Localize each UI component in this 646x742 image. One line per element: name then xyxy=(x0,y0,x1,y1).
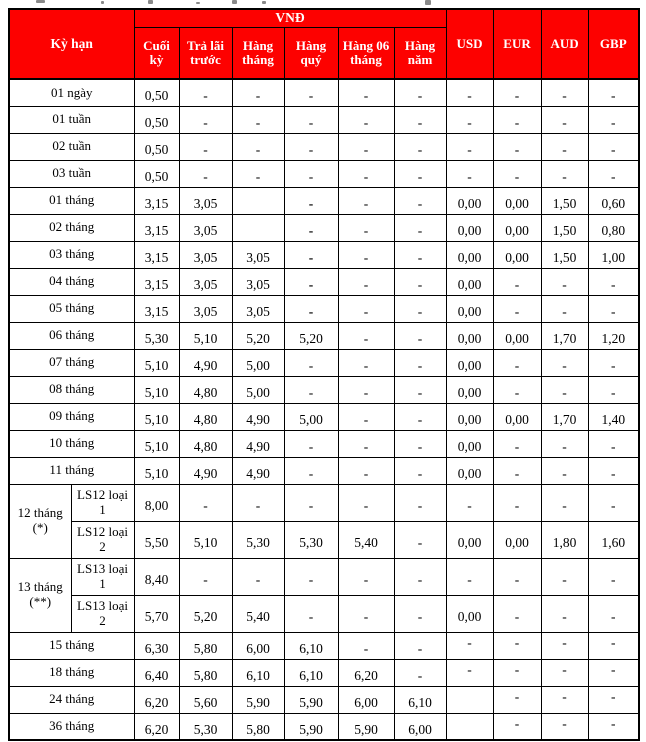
rate-cell: - xyxy=(232,79,284,106)
rate-cell: 0,80 xyxy=(588,214,639,241)
rate-cell: - xyxy=(394,133,446,160)
rate-cell: - xyxy=(446,659,493,686)
rate-cell: 5,20 xyxy=(179,595,232,632)
rate-cell: - xyxy=(541,268,588,295)
rate-cell: - xyxy=(394,322,446,349)
rate-cell: 3,05 xyxy=(232,295,284,322)
rate-cell: - xyxy=(493,376,541,403)
rate-cell: - xyxy=(394,106,446,133)
rate-cell: 5,10 xyxy=(134,430,179,457)
term-cell: 11 tháng xyxy=(9,457,134,484)
rate-cell: - xyxy=(446,133,493,160)
term-cell: 01 ngày xyxy=(9,79,134,106)
term-cell: 10 tháng xyxy=(9,430,134,457)
rate-cell: 5,10 xyxy=(134,349,179,376)
rate-cell: 3,15 xyxy=(134,268,179,295)
rate-cell: - xyxy=(179,558,232,595)
rate-cell: - xyxy=(541,376,588,403)
rate-cell: 0,00 xyxy=(446,187,493,214)
rate-table-body xyxy=(9,79,639,740)
rate-cell: - xyxy=(493,295,541,322)
rate-cell: - xyxy=(541,659,588,686)
rate-cell: 0,50 xyxy=(134,79,179,106)
rate-cell: - xyxy=(338,106,394,133)
rate-cell: 5,40 xyxy=(232,595,284,632)
rate-cell: - xyxy=(588,632,639,659)
rate-cell: - xyxy=(284,160,338,187)
rate-cell: - xyxy=(394,632,446,659)
rate-cell: - xyxy=(284,430,338,457)
rate-cell: 0,00 xyxy=(446,403,493,430)
table-row xyxy=(9,686,639,713)
rate-cell: - xyxy=(493,457,541,484)
rate-cell: - xyxy=(338,241,394,268)
rate-cell: 6,00 xyxy=(394,713,446,740)
rate-cell: - xyxy=(541,558,588,595)
rate-cell: 3,15 xyxy=(134,295,179,322)
table-row xyxy=(9,484,639,521)
rate-cell: - xyxy=(588,349,639,376)
term-cell: 12 tháng (*) xyxy=(9,484,71,558)
rate-cell: - xyxy=(179,160,232,187)
rate-cell: - xyxy=(179,79,232,106)
header-hang-quy: Hàng quý xyxy=(284,27,338,79)
rate-cell: - xyxy=(493,160,541,187)
rate-cell: - xyxy=(541,595,588,632)
rate-cell: - xyxy=(232,558,284,595)
rate-cell: 5,00 xyxy=(232,349,284,376)
table-row xyxy=(9,430,639,457)
term-cell: 03 tuần xyxy=(9,160,134,187)
rate-cell: - xyxy=(338,79,394,106)
table-row xyxy=(9,79,639,106)
rate-cell: - xyxy=(338,457,394,484)
rate-cell: - xyxy=(394,521,446,558)
rate-cell: - xyxy=(541,484,588,521)
rate-cell: - xyxy=(541,160,588,187)
table-row xyxy=(9,521,639,558)
rate-cell: - xyxy=(394,430,446,457)
term-cell: 02 tuần xyxy=(9,133,134,160)
rate-cell: - xyxy=(493,686,541,713)
rate-cell: - xyxy=(541,349,588,376)
rate-cell: - xyxy=(541,430,588,457)
rate-cell: 6,40 xyxy=(134,659,179,686)
rate-cell: - xyxy=(284,349,338,376)
rate-cell: - xyxy=(394,295,446,322)
rate-cell: - xyxy=(541,457,588,484)
rate-cell: - xyxy=(446,484,493,521)
rate-cell: - xyxy=(446,106,493,133)
rate-cell: 5,00 xyxy=(232,376,284,403)
rate-cell: - xyxy=(493,79,541,106)
rate-cell: 0,50 xyxy=(134,133,179,160)
rate-cell: - xyxy=(338,595,394,632)
rate-cell: 6,10 xyxy=(394,686,446,713)
rate-cell: - xyxy=(493,349,541,376)
rate-cell: - xyxy=(338,268,394,295)
rate-cell: 0,00 xyxy=(446,521,493,558)
table-row xyxy=(9,376,639,403)
rate-cell: 4,80 xyxy=(179,403,232,430)
rate-cell: 3,05 xyxy=(179,295,232,322)
rate-cell: - xyxy=(284,295,338,322)
rate-cell: - xyxy=(284,241,338,268)
rate-cell: 0,00 xyxy=(446,430,493,457)
rate-cell: - xyxy=(338,322,394,349)
header-hang-06-thang: Hàng 06 tháng xyxy=(338,27,394,79)
rate-cell: - xyxy=(541,686,588,713)
rate-cell: - xyxy=(394,484,446,521)
rate-cell: - xyxy=(493,430,541,457)
rate-cell: - xyxy=(588,659,639,686)
rate-cell: 1,50 xyxy=(541,187,588,214)
rate-cell: 3,15 xyxy=(134,187,179,214)
rate-cell: - xyxy=(284,79,338,106)
header-eur: EUR xyxy=(493,9,541,79)
term-cell: 07 tháng xyxy=(9,349,134,376)
rate-cell: 1,00 xyxy=(588,241,639,268)
table-row xyxy=(9,160,639,187)
header-hang-nam: Hàng năm xyxy=(394,27,446,79)
rate-cell: - xyxy=(284,133,338,160)
rate-cell xyxy=(446,713,493,740)
table-row xyxy=(9,349,639,376)
term-subtype-cell: LS12 loại 2 xyxy=(71,521,134,558)
rate-cell: - xyxy=(394,268,446,295)
header-cuoi-ky: Cuối kỳ xyxy=(134,27,179,79)
rate-cell: 0,00 xyxy=(446,241,493,268)
rate-cell: - xyxy=(541,133,588,160)
rate-cell: 0,00 xyxy=(446,376,493,403)
rate-cell: 0,60 xyxy=(588,187,639,214)
header-aud: AUD xyxy=(541,9,588,79)
rate-cell: 6,20 xyxy=(134,686,179,713)
rate-cell: 1,70 xyxy=(541,322,588,349)
rate-cell: 0,00 xyxy=(446,349,493,376)
table-row xyxy=(9,632,639,659)
rate-cell: 3,05 xyxy=(232,268,284,295)
rate-cell: 5,30 xyxy=(284,521,338,558)
table-row xyxy=(9,214,639,241)
rate-cell: - xyxy=(394,187,446,214)
table-row xyxy=(9,659,639,686)
rate-cell: - xyxy=(284,214,338,241)
rate-cell: 1,60 xyxy=(588,521,639,558)
term-subtype-cell: LS13 loại 2 xyxy=(71,595,134,632)
rate-cell: 3,05 xyxy=(232,241,284,268)
rate-cell: - xyxy=(394,376,446,403)
table-row xyxy=(9,322,639,349)
table-row xyxy=(9,457,639,484)
term-cell: 01 tuần xyxy=(9,106,134,133)
rate-cell: - xyxy=(588,595,639,632)
rate-cell: - xyxy=(394,160,446,187)
header-gbp: GBP xyxy=(588,9,639,79)
rate-cell: - xyxy=(284,376,338,403)
rate-cell: 3,05 xyxy=(179,187,232,214)
rate-cell: - xyxy=(493,632,541,659)
rate-cell: 6,20 xyxy=(338,659,394,686)
rate-cell: - xyxy=(446,558,493,595)
rate-cell: 6,10 xyxy=(232,659,284,686)
rate-cell: 0,00 xyxy=(493,521,541,558)
rate-cell: - xyxy=(179,106,232,133)
rate-cell: 5,40 xyxy=(338,521,394,558)
rate-cell: - xyxy=(394,79,446,106)
rate-cell: 3,15 xyxy=(134,241,179,268)
rate-cell: - xyxy=(588,268,639,295)
term-cell: 05 tháng xyxy=(9,295,134,322)
rate-cell: 6,10 xyxy=(284,659,338,686)
rate-cell: 5,90 xyxy=(338,713,394,740)
term-subtype-cell: LS12 loại 1 xyxy=(71,484,134,521)
rate-cell: - xyxy=(446,160,493,187)
table-row xyxy=(9,187,639,214)
rate-cell: - xyxy=(179,133,232,160)
rate-cell: - xyxy=(493,133,541,160)
rate-cell: 5,80 xyxy=(179,632,232,659)
rate-cell: - xyxy=(541,106,588,133)
rate-cell: 5,10 xyxy=(179,322,232,349)
rate-cell xyxy=(446,686,493,713)
rate-cell: 5,30 xyxy=(179,713,232,740)
rate-cell: - xyxy=(588,79,639,106)
header-hang-thang: Hàng tháng xyxy=(232,27,284,79)
rate-cell: 3,05 xyxy=(179,268,232,295)
rate-cell: - xyxy=(232,106,284,133)
rate-cell: - xyxy=(284,187,338,214)
rate-cell: 1,80 xyxy=(541,521,588,558)
rate-cell: - xyxy=(446,79,493,106)
header-term: Kỳ hạn xyxy=(9,9,134,79)
rate-cell: 5,30 xyxy=(232,521,284,558)
rate-cell: - xyxy=(338,214,394,241)
rate-cell: 0,00 xyxy=(446,595,493,632)
rate-cell: 8,40 xyxy=(134,558,179,595)
term-cell: 01 tháng xyxy=(9,187,134,214)
term-cell: 04 tháng xyxy=(9,268,134,295)
table-row xyxy=(9,403,639,430)
rate-cell: - xyxy=(338,632,394,659)
rate-cell: 4,80 xyxy=(179,430,232,457)
rate-cell: - xyxy=(338,160,394,187)
rate-cell: 3,05 xyxy=(179,214,232,241)
rate-cell: 0,00 xyxy=(446,214,493,241)
rate-cell: 5,10 xyxy=(134,457,179,484)
rate-cell: - xyxy=(394,214,446,241)
rate-cell: - xyxy=(394,595,446,632)
rate-cell: - xyxy=(394,403,446,430)
rate-cell: - xyxy=(588,376,639,403)
rate-cell: 5,90 xyxy=(284,686,338,713)
table-row xyxy=(9,268,639,295)
rate-cell: 1,50 xyxy=(541,214,588,241)
rate-cell: - xyxy=(493,659,541,686)
rate-cell: - xyxy=(284,558,338,595)
rate-cell: 5,10 xyxy=(134,403,179,430)
rate-cell: - xyxy=(588,457,639,484)
term-cell: 08 tháng xyxy=(9,376,134,403)
rate-cell: 5,90 xyxy=(232,686,284,713)
rate-cell: - xyxy=(541,713,588,740)
rate-cell: 5,20 xyxy=(232,322,284,349)
rate-cell: 5,50 xyxy=(134,521,179,558)
rate-cell: - xyxy=(284,106,338,133)
table-row xyxy=(9,241,639,268)
rate-cell: - xyxy=(338,349,394,376)
rate-cell: - xyxy=(588,430,639,457)
rate-cell: - xyxy=(541,295,588,322)
rate-cell: 0,00 xyxy=(446,322,493,349)
rate-cell: 3,05 xyxy=(179,241,232,268)
term-cell: 09 tháng xyxy=(9,403,134,430)
rate-cell xyxy=(232,187,284,214)
rate-cell: 1,20 xyxy=(588,322,639,349)
rate-cell: 1,40 xyxy=(588,403,639,430)
header-tra-lai-truoc: Trả lãi trước xyxy=(179,27,232,79)
rate-cell: 5,10 xyxy=(179,521,232,558)
rate-cell: 4,90 xyxy=(232,430,284,457)
rate-cell: - xyxy=(588,484,639,521)
header-usd: USD xyxy=(446,9,493,79)
rate-cell: - xyxy=(588,106,639,133)
rate-cell: 5,80 xyxy=(179,659,232,686)
rate-cell: 5,30 xyxy=(134,322,179,349)
rate-cell: - xyxy=(493,106,541,133)
rate-cell: - xyxy=(588,160,639,187)
rate-cell: - xyxy=(588,295,639,322)
rate-cell: - xyxy=(493,713,541,740)
rate-cell: 0,00 xyxy=(493,322,541,349)
rate-cell: 6,10 xyxy=(284,632,338,659)
rate-cell: - xyxy=(394,241,446,268)
rate-cell: - xyxy=(493,268,541,295)
term-cell: 13 tháng (**) xyxy=(9,558,71,632)
rate-cell: - xyxy=(394,457,446,484)
rate-cell: - xyxy=(588,713,639,740)
rate-cell: - xyxy=(338,295,394,322)
rate-cell: 5,60 xyxy=(179,686,232,713)
rate-cell: - xyxy=(284,457,338,484)
rate-cell: 3,15 xyxy=(134,214,179,241)
rate-cell: 0,50 xyxy=(134,106,179,133)
rate-cell: - xyxy=(493,484,541,521)
rate-cell: - xyxy=(338,484,394,521)
rate-cell: - xyxy=(338,376,394,403)
rate-cell: - xyxy=(394,349,446,376)
rate-cell: 6,00 xyxy=(232,632,284,659)
rate-cell: - xyxy=(338,187,394,214)
rate-cell: - xyxy=(541,79,588,106)
rate-cell: 6,30 xyxy=(134,632,179,659)
table-row xyxy=(9,558,639,595)
rate-cell: - xyxy=(284,484,338,521)
table-row xyxy=(9,595,639,632)
rate-cell: 4,90 xyxy=(179,349,232,376)
header-vnd-group: VNĐ xyxy=(134,9,446,27)
rate-cell: 6,20 xyxy=(134,713,179,740)
rate-cell: 4,90 xyxy=(232,457,284,484)
rate-cell: - xyxy=(338,403,394,430)
rate-cell: 1,50 xyxy=(541,241,588,268)
rate-cell: 0,00 xyxy=(446,295,493,322)
rate-cell: 5,90 xyxy=(284,713,338,740)
rate-cell: - xyxy=(338,558,394,595)
rate-cell: 5,80 xyxy=(232,713,284,740)
term-cell: 24 tháng xyxy=(9,686,134,713)
rate-cell: - xyxy=(232,160,284,187)
term-cell: 36 tháng xyxy=(9,713,134,740)
table-row xyxy=(9,106,639,133)
table-header xyxy=(9,9,639,79)
rate-cell: 0,00 xyxy=(493,187,541,214)
rate-cell: 0,50 xyxy=(134,160,179,187)
rate-cell: 0,00 xyxy=(446,457,493,484)
rate-cell: 4,80 xyxy=(179,376,232,403)
rate-cell: - xyxy=(232,133,284,160)
rate-cell: 5,00 xyxy=(284,403,338,430)
rate-cell: 5,10 xyxy=(134,376,179,403)
rate-cell: - xyxy=(232,484,284,521)
rate-cell: 1,70 xyxy=(541,403,588,430)
rate-cell: - xyxy=(588,558,639,595)
rate-cell: - xyxy=(588,133,639,160)
rate-cell: 0,00 xyxy=(493,214,541,241)
table-row xyxy=(9,713,639,740)
term-cell: 15 tháng xyxy=(9,632,134,659)
rate-cell xyxy=(232,214,284,241)
rate-cell: - xyxy=(493,558,541,595)
term-cell: 18 tháng xyxy=(9,659,134,686)
rate-cell: - xyxy=(338,133,394,160)
rate-cell: - xyxy=(179,484,232,521)
rate-cell: - xyxy=(394,659,446,686)
rate-cell: - xyxy=(541,632,588,659)
rate-cell: 5,20 xyxy=(284,322,338,349)
rate-cell: 0,00 xyxy=(446,268,493,295)
rate-cell: 4,90 xyxy=(232,403,284,430)
rate-cell: - xyxy=(284,595,338,632)
term-cell: 02 tháng xyxy=(9,214,134,241)
table-row xyxy=(9,133,639,160)
rate-cell: 4,90 xyxy=(179,457,232,484)
rate-cell: 8,00 xyxy=(134,484,179,521)
rate-cell: 5,70 xyxy=(134,595,179,632)
rate-cell: 6,00 xyxy=(338,686,394,713)
term-cell: 06 tháng xyxy=(9,322,134,349)
rate-cell: - xyxy=(446,632,493,659)
table-row xyxy=(9,295,639,322)
rate-cell: - xyxy=(284,268,338,295)
term-subtype-cell: LS13 loại 1 xyxy=(71,558,134,595)
term-cell: 03 tháng xyxy=(9,241,134,268)
rate-cell: - xyxy=(338,430,394,457)
rate-cell: - xyxy=(394,558,446,595)
rate-cell: 0,00 xyxy=(493,241,541,268)
rate-cell: - xyxy=(588,686,639,713)
rate-cell: - xyxy=(493,595,541,632)
rate-cell: 0,00 xyxy=(493,403,541,430)
interest-rate-table xyxy=(8,8,640,741)
